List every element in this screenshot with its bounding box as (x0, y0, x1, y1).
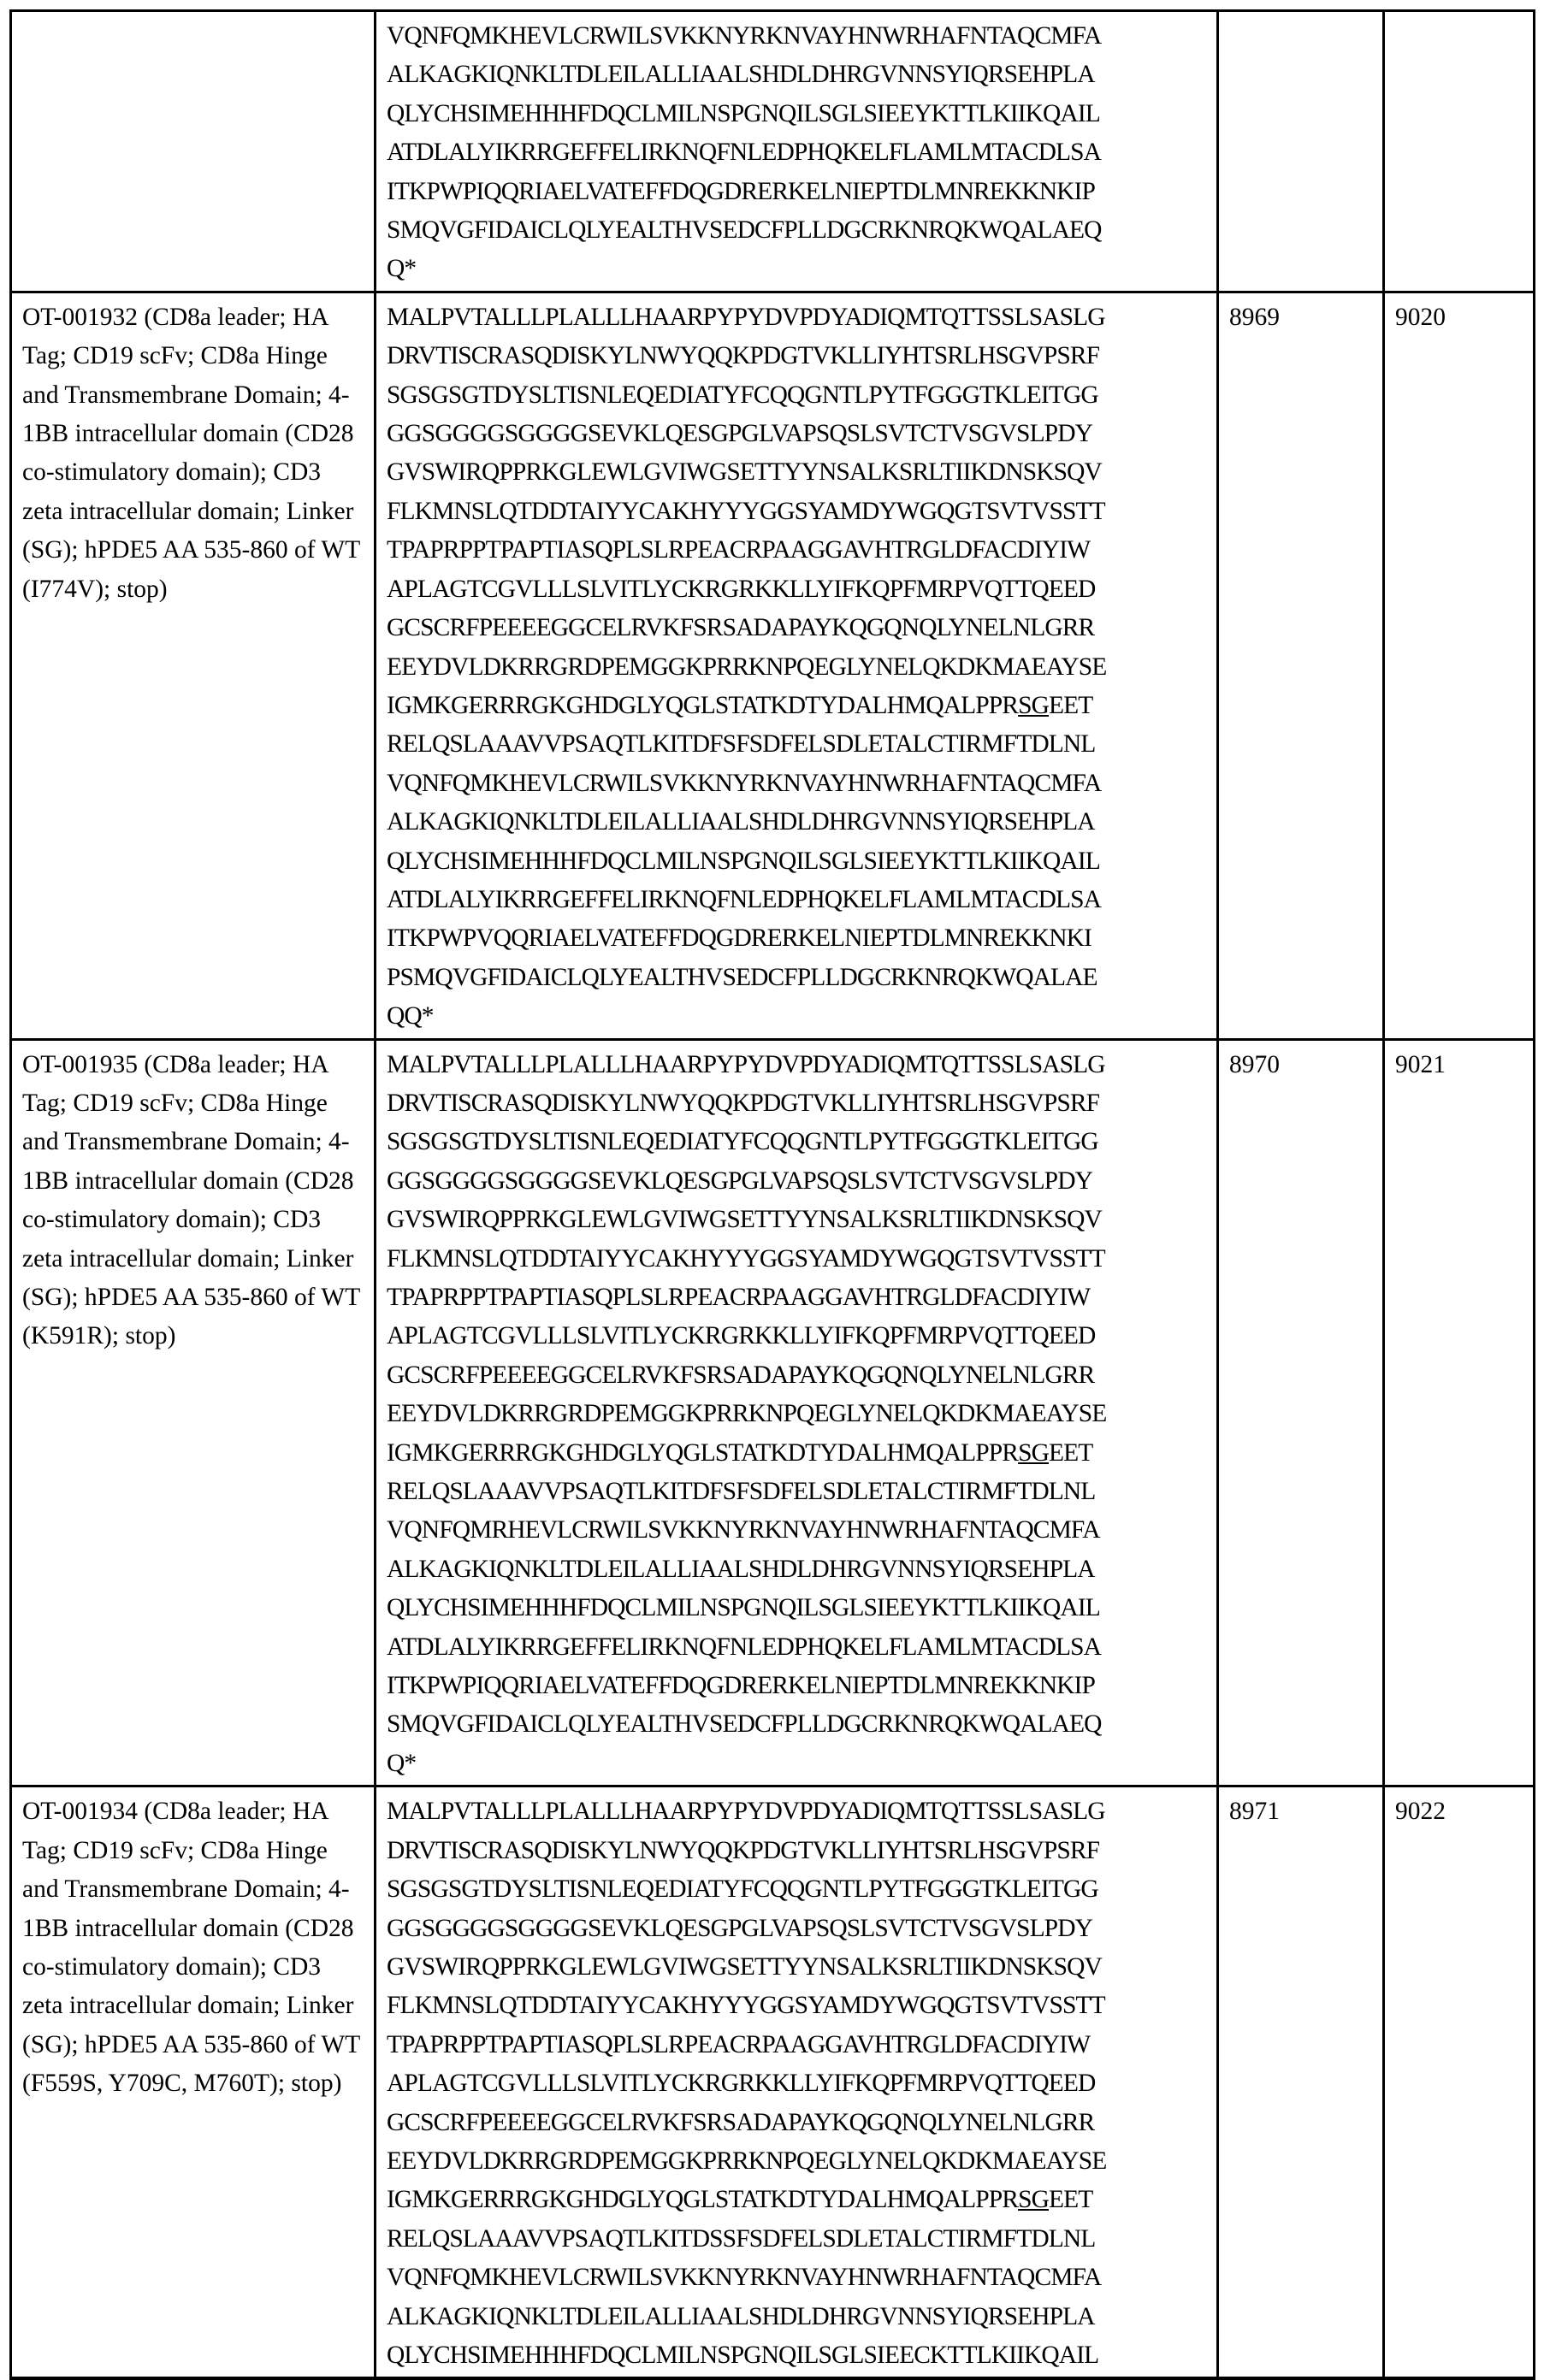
sequence-line: EEYDVLDKRRGRDPEMGGKPRRKNPQEGLYNELQKDKMAEAYSE (387, 1395, 1208, 1433)
sequence-line: TPAPRPPTPAPTIASQPLSLRPEACRPAAGGAVHTRGLDFACDIYIW (387, 1279, 1208, 1317)
sequence-line: IGMKGERRRGKGHDGLYQGLSTATKDTYDALHMQALPPRSGEET (387, 2181, 1208, 2219)
sequence-line: IGMKGERRRGKGHDGLYQGLSTATKDTYDALHMQALPPRSGEET (387, 1434, 1208, 1473)
sequence-line: ALKAGKIQNKLTDLEILALLIAALSHDLDHRGVNNSYIQRSEHPLA (387, 56, 1208, 94)
sequence-line: ALKAGKIQNKLTDLEILALLIAALSHDLDHRGVNNSYIQRSEHPLA (387, 2298, 1208, 2336)
sequence-line: ATDLALYIKRRGEFFELIRKNQFNLEDPHQKELFLAMLMTACDLSA (387, 1628, 1208, 1667)
construct-description-cell: OT-001934 (CD8a leader; HA Tag; CD19 scFv; CD8a Hinge and Transmembrane Domain; 4-1BB intracellular domain (CD28 co-stimulatory domain); CD3 zeta intracellular domain; Linker (SG); hPDE5 AA 535-860 of WT (F559S, Y709C, M760T); stop) (11, 1786, 376, 2379)
sequence-line: IGMKGERRRGKGHDGLYQGLSTATKDTYDALHMQALPPRSGEET (387, 687, 1208, 725)
sequence-line: SGSGSGTDYSLTISNLEQEDIATYFCQQGNTLPYTFGGGTKLEITGG (387, 1123, 1208, 1161)
seq-id-nt-cell (1384, 11, 1535, 292)
seq-id-nt-cell: 9021 (1384, 1039, 1535, 1786)
sequence-line: DRVTISCRASQDISKYLNWYQQKPDGTVKLLIYHTSRLHSGVPSRF (387, 337, 1208, 375)
sequence-line: QLYCHSIMEHHHFDQCLMILNSPGNQILSGLSIEEYKTTLKIIKQAIL (387, 842, 1208, 881)
sequence-line: QQ* (387, 997, 1208, 1036)
seq-id-nt-cell: 9022 (1384, 1786, 1535, 2379)
sequence-line: GVSWIRQPPRKGLEWLGVIWGSETTYYNSALKSRLTIIKDNSKSQV (387, 453, 1208, 492)
sequence-line: ITKPWPIQQRIAELVATEFFDQGDRERKELNIEPTDLMNREKKNKIP (387, 1667, 1208, 1705)
amino-acid-sequence-cell (376, 1786, 1218, 2379)
sequence-line: GGSGGGGSGGGGSEVKLQESGPGLVAPSQSLSVTCTVSGVSLPDY (387, 1162, 1208, 1201)
seq-id-aa-cell (1218, 11, 1384, 292)
sequence-line: APLAGTCGVLLLSLVITLYCKRGRKKLLYIFKQPFMRPVQTTQEED (387, 1317, 1208, 1355)
table-row (11, 1039, 1535, 1786)
sequence-line: GVSWIRQPPRKGLEWLGVIWGSETTYYNSALKSRLTIIKDNSKSQV (387, 1201, 1208, 1239)
sequence-line: GVSWIRQPPRKGLEWLGVIWGSETTYYNSALKSRLTIIKDNSKSQV (387, 1948, 1208, 1987)
sequence-line: RELQSLAAAVVPSAQTLKITDFSFSDFELSDLETALCTIRMFTDLNL (387, 1473, 1208, 1511)
sequence-line: TPAPRPPTPAPTIASQPLSLRPEACRPAAGGAVHTRGLDFACDIYIW (387, 2026, 1208, 2064)
seq-id-aa-cell: 8969 (1218, 292, 1384, 1039)
sequence-line: GGSGGGGSGGGGSEVKLQESGPGLVAPSQSLSVTCTVSGVSLPDY (387, 1910, 1208, 1948)
amino-acid-sequence-cell (376, 292, 1218, 1039)
amino-acid-sequence-cell (376, 11, 1218, 292)
sequence-line: ATDLALYIKRRGEFFELIRKNQFNLEDPHQKELFLAMLMTACDLSA (387, 881, 1208, 919)
sequence-line: ATDLALYIKRRGEFFELIRKNQFNLEDPHQKELFLAMLMTACDLSA (387, 133, 1208, 172)
sequence-line: MALPVTALLLPLALLLHAARPYPYDVPDYADIQMTQTTSSLSASLG (387, 1792, 1208, 1831)
sequence-table (9, 9, 1535, 2380)
sequence-line: GGSGGGGSGGGGSEVKLQESGPGLVAPSQSLSVTCTVSGVSLPDY (387, 415, 1208, 453)
sequence-line: SGSGSGTDYSLTISNLEQEDIATYFCQQGNTLPYTFGGGTKLEITGG (387, 1870, 1208, 1909)
sequence-line: TPAPRPPTPAPTIASQPLSLRPEACRPAAGGAVHTRGLDFACDIYIW (387, 531, 1208, 570)
sequence-line: ITKPWPIQQRIAELVATEFFDQGDRERKELNIEPTDLMNREKKNKIP (387, 173, 1208, 211)
sequence-line: RELQSLAAAVVPSAQTLKITDFSFSDFELSDLETALCTIRMFTDLNL (387, 725, 1208, 764)
amino-acid-sequence-cell (376, 1039, 1218, 1786)
sequence-line: APLAGTCGVLLLSLVITLYCKRGRKKLLYIFKQPFMRPVQTTQEED (387, 2064, 1208, 2103)
seq-id-aa-cell: 8971 (1218, 1786, 1384, 2379)
sequence-line: Q* (387, 1745, 1208, 1783)
sequence-line: GCSCRFPEEEEGGCELRVKFSRSADAPAYKQGQNQLYNELNLGRR (387, 2104, 1208, 2142)
sequence-line: FLKMNSLQTDDTAIYYCAKHYYYGGSYAMDYWGQGTSVTVSSTT (387, 493, 1208, 531)
linker-underline: SG (1018, 1439, 1049, 1467)
sequence-table-body (11, 11, 1535, 2379)
sequence-line: DRVTISCRASQDISKYLNWYQQKPDGTVKLLIYHTSRLHSGVPSRF (387, 1832, 1208, 1870)
sequence-line: DRVTISCRASQDISKYLNWYQQKPDGTVKLLIYHTSRLHSGVPSRF (387, 1084, 1208, 1123)
sequence-line: ALKAGKIQNKLTDLEILALLIAALSHDLDHRGVNNSYIQRSEHPLA (387, 1550, 1208, 1589)
seq-id-aa-cell: 8970 (1218, 1039, 1384, 1786)
sequence-line: QLYCHSIMEHHHFDQCLMILNSPGNQILSGLSIEEYKTTLKIIKQAIL (387, 1589, 1208, 1627)
sequence-line: EEYDVLDKRRGRDPEMGGKPRRKNPQEGLYNELQKDKMAEAYSE (387, 2142, 1208, 2181)
sequence-line: FLKMNSLQTDDTAIYYCAKHYYYGGSYAMDYWGQGTSVTVSSTT (387, 1987, 1208, 2025)
construct-description-cell: OT-001935 (CD8a leader; HA Tag; CD19 scFv; CD8a Hinge and Transmembrane Domain; 4-1BB intracellular domain (CD28 co-stimulatory domain); CD3 zeta intracellular domain; Linker (SG); hPDE5 AA 535-860 of WT (K591R); stop) (11, 1039, 376, 1786)
sequence-line: SMQVGFIDAICLQLYEALTHVSEDCFPLLDGCRKNRQKWQALAEQ (387, 211, 1208, 250)
seq-id-nt-cell: 9020 (1384, 292, 1535, 1039)
sequence-line: MALPVTALLLPLALLLHAARPYPYDVPDYADIQMTQTTSSLSASLG (387, 1046, 1208, 1084)
sequence-line: MALPVTALLLPLALLLHAARPYPYDVPDYADIQMTQTTSSLSASLG (387, 298, 1208, 337)
linker-underline: SG (1018, 692, 1049, 719)
construct-description-cell (11, 11, 376, 292)
linker-underline: SG (1018, 2186, 1049, 2213)
sequence-line: GCSCRFPEEEEGGCELRVKFSRSADAPAYKQGQNQLYNELNLGRR (387, 1356, 1208, 1395)
sequence-line: PSMQVGFIDAICLQLYEALTHVSEDCFPLLDGCRKNRQKWQALAE (387, 959, 1208, 997)
sequence-line: VQNFQMKHEVLCRWILSVKKNYRKNVAYHNWRHAFNTAQCMFA (387, 17, 1208, 56)
table-row (11, 11, 1535, 292)
sequence-line: SMQVGFIDAICLQLYEALTHVSEDCFPLLDGCRKNRQKWQALAEQ (387, 1705, 1208, 1744)
table-row (11, 1786, 1535, 2379)
sequence-line: RELQSLAAAVVPSAQTLKITDSSFSDFELSDLETALCTIRMFTDLNL (387, 2220, 1208, 2259)
sequence-line: Q* (387, 250, 1208, 288)
sequence-line: QLYCHSIMEHHHFDQCLMILNSPGNQILSGLSIEEYKTTLKIIKQAIL (387, 95, 1208, 133)
construct-description-cell: OT-001932 (CD8a leader; HA Tag; CD19 scFv; CD8a Hinge and Transmembrane Domain; 4-1BB intracellular domain (CD28 co-stimulatory domain); CD3 zeta intracellular domain; Linker (SG); hPDE5 AA 535-860 of WT (I774V); stop) (11, 292, 376, 1039)
sequence-line: EEYDVLDKRRGRDPEMGGKPRRKNPQEGLYNELQKDKMAEAYSE (387, 648, 1208, 687)
sequence-line: VQNFQMKHEVLCRWILSVKKNYRKNVAYHNWRHAFNTAQCMFA (387, 2259, 1208, 2297)
sequence-line: ALKAGKIQNKLTDLEILALLIAALSHDLDHRGVNNSYIQRSEHPLA (387, 803, 1208, 842)
sequence-line: FLKMNSLQTDDTAIYYCAKHYYYGGSYAMDYWGQGTSVTVSSTT (387, 1240, 1208, 1279)
sequence-line: ITKPWPVQQRIAELVATEFFDQGDRERKELNIEPTDLMNREKKNKI (387, 919, 1208, 958)
sequence-line: VQNFQMRHEVLCRWILSVKKNYRKNVAYHNWRHAFNTAQCMFA (387, 1511, 1208, 1550)
sequence-line: SGSGSGTDYSLTISNLEQEDIATYFCQQGNTLPYTFGGGTKLEITGG (387, 376, 1208, 415)
sequence-line: QLYCHSIMEHHHFDQCLMILNSPGNQILSGLSIEECKTTLKIIKQAIL (387, 2336, 1208, 2375)
sequence-line: APLAGTCGVLLLSLVITLYCKRGRKKLLYIFKQPFMRPVQTTQEED (387, 570, 1208, 609)
sequence-line: VQNFQMKHEVLCRWILSVKKNYRKNVAYHNWRHAFNTAQCMFA (387, 765, 1208, 803)
table-row (11, 292, 1535, 1039)
sequence-line: GCSCRFPEEEEGGCELRVKFSRSADAPAYKQGQNQLYNELNLGRR (387, 609, 1208, 647)
